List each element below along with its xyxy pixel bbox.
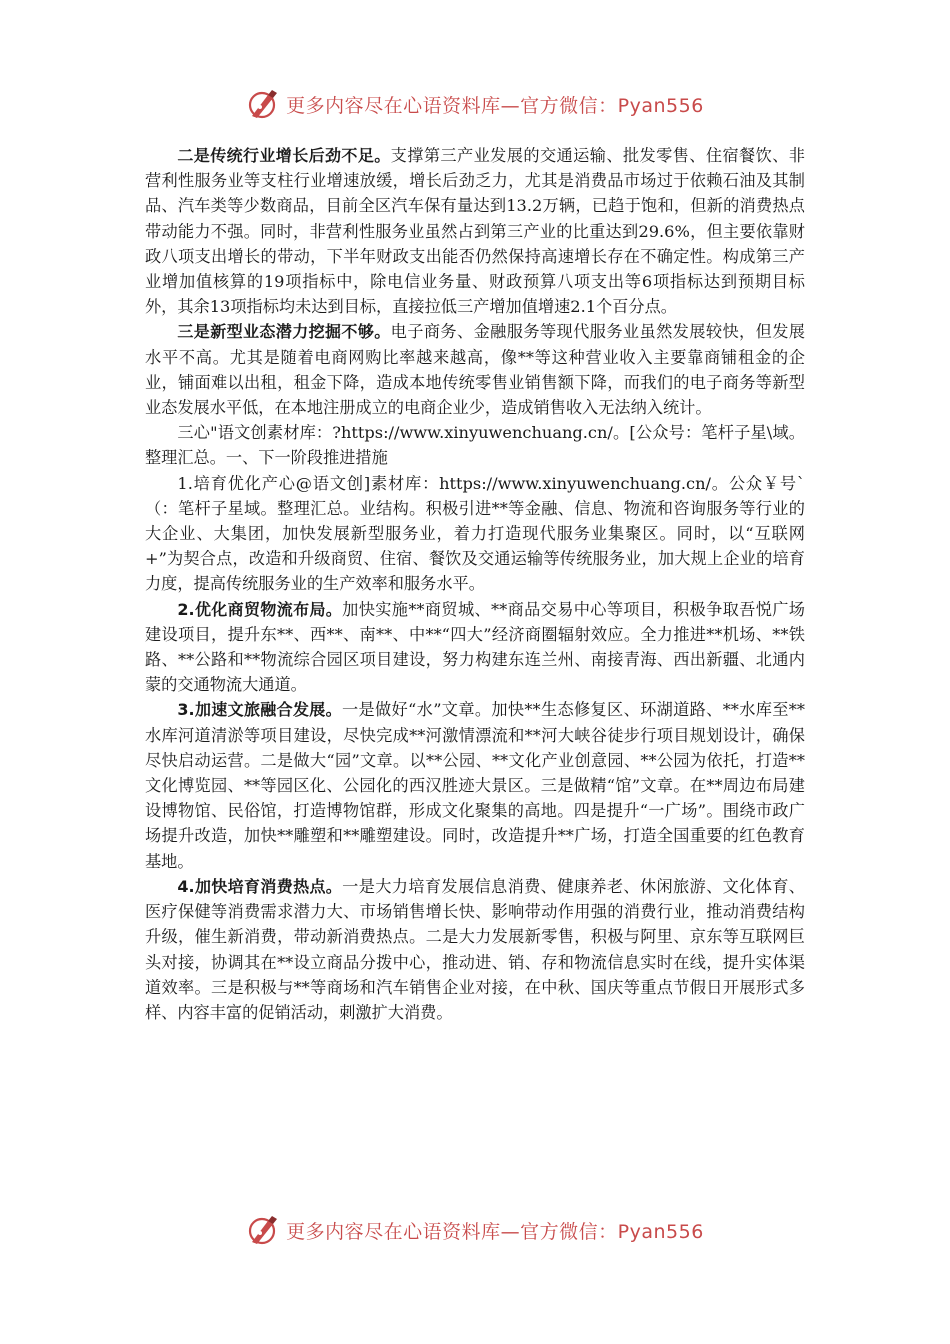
paragraph-body: 一是做好“水”文章。加快**生态修复区、环湖道路、**水库至**水库河道清淤等项目建设，尽快完成**河激情漂流和**河大峡谷徒步行项目规划设计，确保尽快启动运营。二是做大“园”文章。以**公园、**文化产业创意园、**公园为依托，打造**文化博览园、**等园区化、公园化的西汉胜迹大景区。三是做精“馆”文章。在**周边布局建设博物馆、民俗馆，打造博物馆群，形成文化聚集的高地。四是提升“一广场”。围绕市政广场提升改造，加快**雕塑和**雕塑建设。同时，改造提升**广场，打造全国重要的红色教育基地。 [145,700,805,871]
paragraph-body: 三心"语文创素材库：?https://www.xinyuwenchuang.cn/。[公众号：笔杆子星\域。整理汇总。一、下一阶段推进措施 [145,423,805,468]
paragraph [145,697,805,873]
paragraph-lead: 2.优化商贸物流布局。 [177,599,343,619]
footer-banner [0,1210,950,1250]
paragraph-lead: 3.加速文旅融合发展。 [177,700,342,720]
paragraph-body: 1.培育优化产心@语文创]素材库：https://www.xinyuwenchuang.cn/。公众￥号`（：笔杆子星域。整理汇总。业结构。积极引进**等金融、信息、物流和咨询服务等行业的大企业、大集团，加快发展新型服务业，着力打造现代服务业集聚区。同时，以“互联网+”为契合点，改造和升级商贸、住宿、餐饮及交通运输等传统服务业，加大规上企业的培育力度，提高传统服务业的生产效率和服务水平。 [145,473,805,594]
document-body [145,143,805,1025]
banner-text: 更多内容尽在心语资料库—官方微信：Pyan556 [286,1220,704,1243]
banner-text: 更多内容尽在心语资料库—官方微信：Pyan556 [286,94,704,117]
paragraph-body: 电子商务、金融服务等现代服务业虽然发展较快，但发展水平不高。尤其是随着电商网购比率越来越高，像**等这种营业收入主要靠商铺租金的企业，铺面难以出租，租金下降，造成本地传统零售业销售额下降，而我们的电子商务等新型业态发展水平低，在本地注册成立的电商企业少，造成销售收入无法纳入统计。 [145,322,805,418]
paragraph-lead: 二是传统行业增长后劲不足。 [177,146,391,165]
paragraph [145,420,805,470]
paragraph [145,319,805,420]
paragraph-lead: 三是新型业态潜力挖掘不够。 [177,322,391,342]
paragraph-body: 一是大力培育发展信息消费、健康养老、休闲旅游、文化体育、医疗保健等消费需求潜力大、市场销售增长快、影响带动作用强的消费行业，推动消费结构升级，催生新消费，带动新消费热点。二是大力发展新零售，积极与阿里、京东等互联网巨头对接，协调其在**设立商品分拨中心，推动进、销、存和物流信息实时在线，提升实体渠道效率。三是积极与**等商场和汽车销售企业对接，在中秋、国庆等重点节假日开展形式多样、内容丰富的促销活动，刺激扩大消费。 [145,876,805,1022]
paragraph-body: 加快实施**商贸城、**商品交易中心等项目，积极争取吾悦广场建设项目，提升东**、西**、南**、中**“四大”经济商圈辐射效应。全力推进**机场、**铁路、**公路和**物流综合园区项目建设，努力构建东连兰州、南接青海、西出新疆、北通内蒙的交通物流大通道。 [145,599,805,695]
pen-logo-icon [246,86,282,122]
paragraph [145,143,805,319]
header-banner [0,84,950,124]
paragraph-body: 支撑第三产业发展的交通运输、批发零售、住宿餐饮、非营利性服务业等支柱行业增速放缓，增长后劲乏力，尤其是消费品市场过于依赖石油及其制品、汽车类等少数商品，目前全区汽车保有量达到13.2万辆，已趋于饱和，但新的消费热点带动能力不强。同时，非营利性服务业虽然占到第三产业的比重达到29.6%，但主要依靠财政八项支出增长的带动，下半年财政支出能否仍然保持高速增长存在不确定性。构成第三产业增加值核算的19项指标中，除电信业务量、财政预算八项支出等6项指标达到预期目标外，其余13项指标均未达到目标，直接拉低三产增加值增速2.1个百分点。 [145,146,805,317]
paragraph [145,471,805,597]
paragraph-lead: 4.加快培育消费热点。 [177,876,343,896]
paragraph [145,597,805,698]
paragraph [145,874,805,1025]
pen-logo-icon [246,1212,282,1248]
